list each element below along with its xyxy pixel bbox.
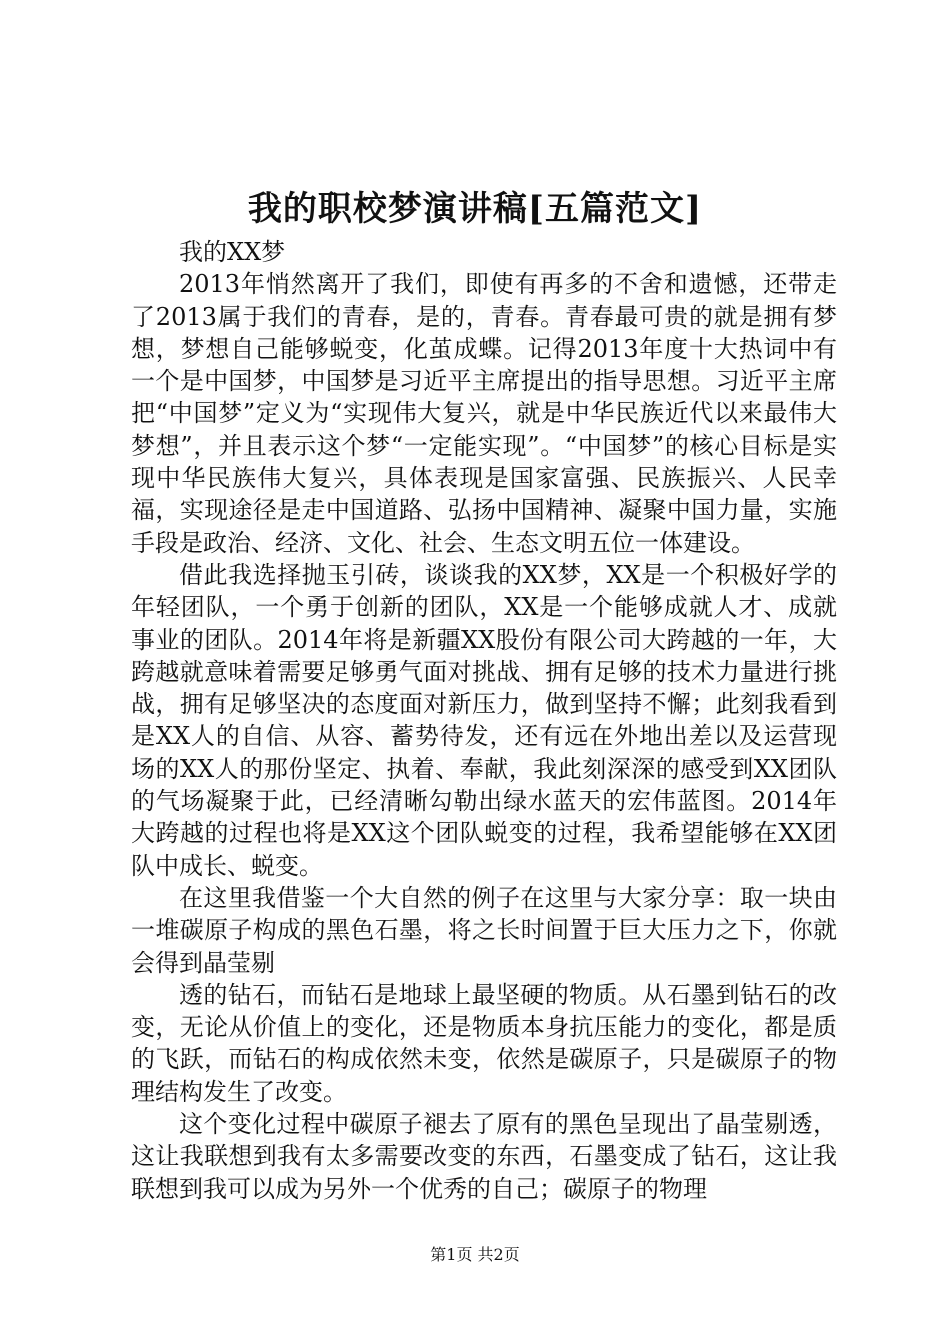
paragraph-4: 透的钻石，而钻石是地球上最坚硬的物质。从石墨到钻石的改变，无论从价值上的变化，还是物质本身抗压能力的变化，都是质的飞跃，而钻石的构成依然未变，依然是碳原子，只是碳原子的物理结构发生了改变。 [131,980,837,1106]
section-heading: 我的XX梦 [179,238,286,266]
page-number-footer: 第1页 共2页 [430,1245,520,1264]
document-body [131,236,837,1205]
document-title: 我的职校梦演讲稿[五篇范文] [247,189,703,229]
paragraph-5: 这个变化过程中碳原子褪去了原有的黑色呈现出了晶莹剔透，这让我联想到我有太多需要改变的东西，石墨变成了钻石，这让我联想到我可以成为另外一个优秀的自己；碳原子的物理 [131,1110,837,1203]
paragraph-2: 借此我选择抛玉引砖，谈谈我的XX梦，XX是一个积极好学的年轻团队，一个勇于创新的团队，XX是一个能够成就人才、成就事业的团队。2014年将是新疆XX股份有限公司大跨越的一年，大跨越就意味着需要足够勇气面对挑战、拥有足够的技术力量进行挑战，拥有足够坚决的态度面对新压力，做到坚持不懈；此刻我看到是XX人的自信、从容、蓄势待发，还有远在外地出差以及运营现场的XX人的那份坚定、执着、奉献，我此刻深深的感受到XX团队的气场凝聚于此，已经清晰勾勒出绿水蓝天的宏伟蓝图。2014年大跨越的过程也将是XX这个团队蜕变的过程，我希望能够在XX团队中成长、蜕变。 [131,560,837,880]
paragraph-1: 2013年悄然离开了我们，即使有再多的不舍和遗憾，还带走了2013属于我们的青春，是的，青春。青春最可贵的就是拥有梦想，梦想自己能够蜕变，化茧成蝶。记得2013年度十大热词中有一个是中国梦，中国梦是习近平主席提出的指导思想。习近平主席把“中国梦”定义为“实现伟大复兴，就是中华民族近代以来最伟大梦想”，并且表示这个梦“一定能实现”。“中国梦”的核心目标是实现中华民族伟大复兴，具体表现是国家富强、民族振兴、人民幸福，实现途径是走中国道路、弘扬中国精神、凝聚中国力量，实施手段是政治、经济、文化、社会、生态文明五位一体建设。 [131,270,837,557]
paragraph-3: 在这里我借鉴一个大自然的例子在这里与大家分享：取一块由一堆碳原子构成的黑色石墨，将之长时间置于巨大压力之下，你就会得到晶莹剔 [131,883,837,977]
